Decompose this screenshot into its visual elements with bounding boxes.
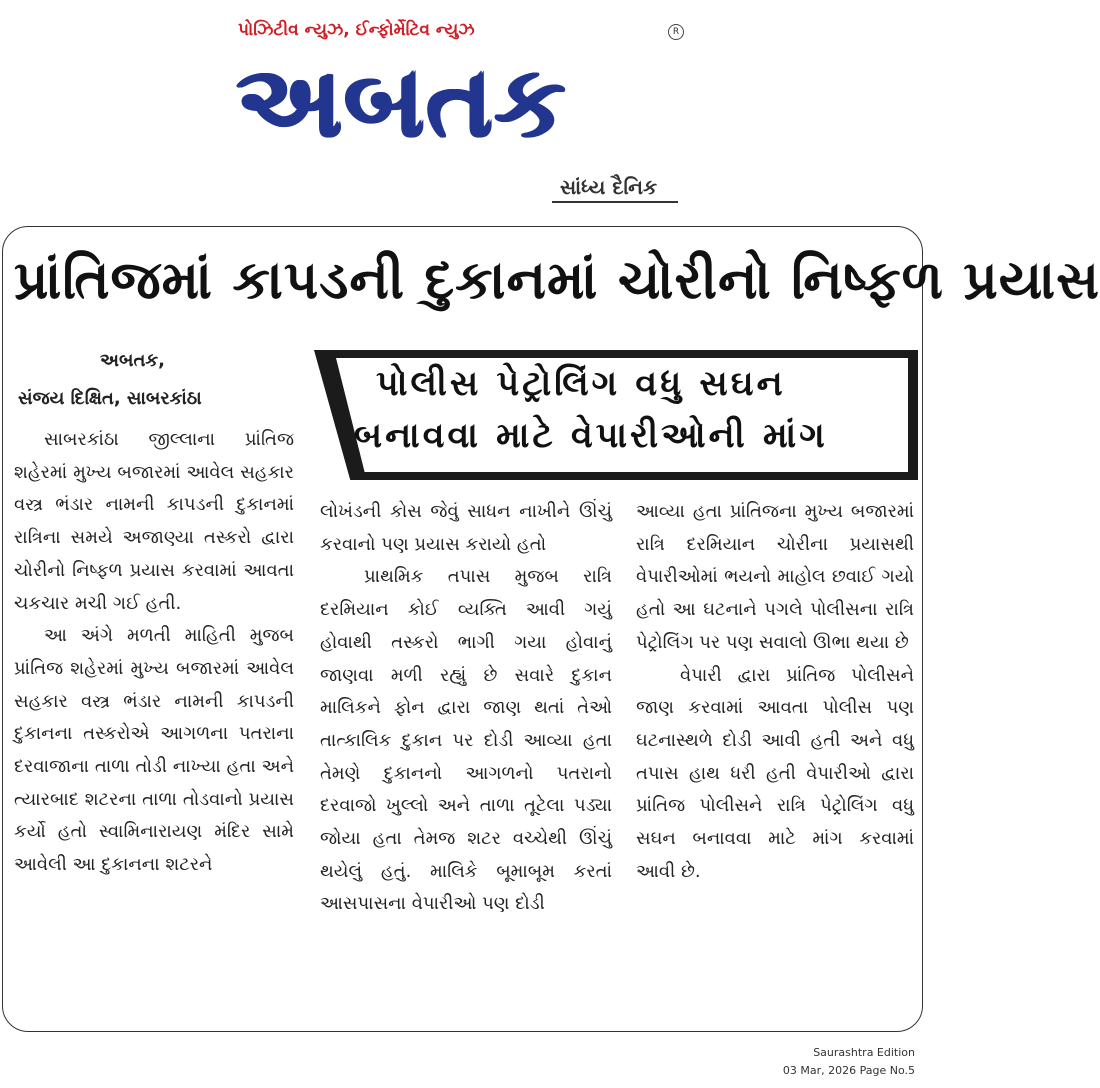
article-headline: પ્રાંતિજમાં કાપડની દુકાનમાં ચોરીનો નિષ્ફળ પ્રયાસ bbox=[14, 250, 1100, 311]
article-column-2 bbox=[320, 496, 612, 921]
footer-edition: Saurashtra Edition bbox=[813, 1046, 915, 1059]
byline-reporter: સંજય દિક્ષિત, સાબરકાંઠા bbox=[18, 388, 202, 409]
column-3-paragraph-1: આવ્યા હતા પ્રાંતિજના મુખ્ય બજારમાં રાત્રિ દરમિયાન ચોરીના પ્રયાસથી વેપારીઓમાં ભયનો માહોલ છવાઈ ગયો હતો આ ઘટનાને પગલે પોલીસના રાત્રિ પેટ્રોલિંગ પર પણ સવાલો ઊભા થયા છે bbox=[636, 501, 914, 653]
column-2-paragraph-2: પ્રાથમિક તપાસ મુજબ રાત્રિ દરમિયાન કોઈ વ્યક્તિ આવી ગયું હોવાથી તસ્કરો ભાગી ગયા હોવાનું જાણવા મળી રહ્યું છે સવારે દુકાન માલિકને ફોન દ્વારા જાણ થતાં તેઓ તાત્કાલિક દુકાન પર દોડી આવ્યા હતા તેમણે દુકાનનો આગળનો પતરાનો દરવાજો ખુલ્લો અને તાળા તૂટેલા પડ્યા જોયા હતા તેમજ શટર વચ્ચેથી ઊંચું થયેલું હતું. માલિકે બૂમાબૂમ કરતાં આસપાસના વેપારીઓ પણ દોડી bbox=[320, 566, 612, 915]
registered-mark: R bbox=[668, 24, 684, 40]
byline-source: અબતક, bbox=[100, 350, 165, 371]
column-3-paragraph-2: વેપારી દ્વારા પ્રાંતિજ પોલીસને જાણ કરવામાં આવતા પોલીસ પણ ઘટનાસ્થળે દોડી આવી હતી અને વધુ તપાસ હાથ ધરી હતી વેપારીઓ દ્વારા પ્રાંતિજ પોલીસને રાત્રિ પેટ્રોલિંગ વધુ સઘન બનાવવા માટે માંગ કરવામાં આવી છે. bbox=[636, 664, 914, 882]
subheadline-line-1: પોલીસ પેટ્રોલિંગ વધુ સઘન bbox=[376, 364, 786, 404]
subheadline-line-2: બનાવવા માટે વેપારીઓની માંગ bbox=[354, 416, 828, 456]
column-1-paragraph-1: સાબરકાંઠા જીલ્લાના પ્રાંતિજ શહેરમાં મુખ્ય બજારમાં આવેલ સહકાર વસ્ત્ર ભંડાર નામની કાપડની દુકાનમાં રાત્રિના સમયે અજાણ્યા તસ્કરો દ્વારા ચોરીનો નિષ્ફળ પ્રયાસ કરવામાં આવતા ચકચાર મચી ગઈ હતી. bbox=[14, 429, 294, 614]
masthead-tagline: પોઝિટીવ ન્યુઝ, ઈન્ફોર્મેટિવ ન્યુઝ bbox=[238, 20, 475, 40]
article-column-3 bbox=[636, 496, 914, 888]
article-column-1 bbox=[14, 424, 294, 882]
subheadline-box bbox=[314, 350, 918, 480]
edition-label: સાંધ્ય દૈનિક bbox=[560, 175, 658, 199]
masthead bbox=[0, 0, 925, 215]
column-2-paragraph-1: લોખંડની કોસ જેવું સાધન નાખીને ઊંચું કરવાનો પણ પ્રયાસ કરાયો હતો bbox=[320, 501, 612, 555]
edition-underline bbox=[552, 201, 678, 203]
column-1-paragraph-2: આ અંગે મળતી માહિતી મુજબ પ્રાંતિજ શહેરમાં મુખ્ય બજારમાં આવેલ સહકાર વસ્ત્ર ભંડાર નામની કાપડની દુકાનના તસ્કરોએ આગળના પતરાના દરવાજાના તાળા તોડી નાખ્યા હતા અને ત્યારબાદ શટરના તાળા તોડવાનો પ્રયાસ કર્યો હતો સ્વામિનારાયણ મંદિર સામે આવેલી આ દુકાનના શટરને bbox=[14, 625, 294, 876]
newspaper-logo: અબતક bbox=[236, 43, 567, 160]
footer-date-page: 03 Mar, 2026 Page No.5 bbox=[782, 1064, 915, 1077]
